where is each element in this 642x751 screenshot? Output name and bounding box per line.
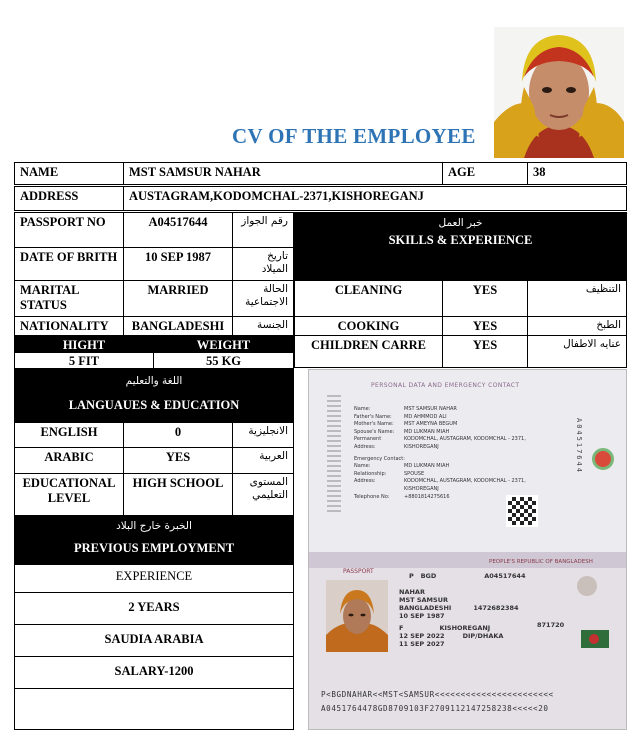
passport-field-row	[354, 414, 554, 422]
height-label: HIGHT	[14, 336, 154, 353]
field-label: Permanent Address:	[354, 436, 382, 450]
lang-label-2: EDUCATIONAL LEVEL	[14, 473, 124, 516]
qr-code	[506, 495, 538, 527]
marital-value: MARRIED	[123, 280, 233, 317]
field-value: MST SAMSUR NAHAR	[404, 406, 457, 412]
lang-arabic-2: المستوى التعليمي	[232, 473, 294, 516]
field-label: Mother's Name:	[354, 421, 394, 428]
bio-dob: 10 SEP 1987	[399, 612, 445, 620]
bio-hologram-icon	[577, 576, 597, 596]
passport-value: A04517644	[123, 212, 233, 248]
bio-expiry: 11 SEP 2027	[399, 640, 445, 648]
name-value: MST SAMSUR NAHAR	[123, 162, 443, 185]
employee-photo	[494, 27, 624, 158]
employment-header	[14, 515, 294, 565]
side-number: A04517644	[575, 418, 583, 474]
employment-header-title: PREVIOUS EMPLOYMENT	[73, 540, 235, 555]
field-label: Spouse's Name:	[354, 428, 395, 435]
languages-header-arabic: اللغة والتعليم	[125, 375, 183, 387]
passport-dots	[327, 395, 341, 515]
bio-authority: DIP/DHAKA	[462, 632, 504, 640]
passport-field-row	[354, 436, 554, 451]
passport-field-row	[354, 471, 554, 479]
passport-side-number	[571, 418, 583, 508]
skill-arabic-2: عنايه الاطفال	[527, 335, 627, 368]
field-label: Father's Name:	[354, 413, 392, 420]
bio-given: MST SAMSUR	[399, 596, 448, 604]
skill-value-1: YES	[442, 316, 528, 336]
emergency-title: Emergency Contact:	[354, 455, 405, 462]
field-value: MD LUKMAN MIAH	[404, 463, 450, 470]
field-value: SPOUSE	[404, 470, 425, 477]
bio-sex: F	[399, 624, 404, 632]
passport-arabic: رقم الجواز	[232, 212, 294, 248]
mrz-line-2: A0451764478GD8709103F2709112147258238<<<<<20	[321, 704, 549, 713]
field-label: Relationship:	[354, 470, 387, 477]
field-value: KODOMCHAL, AUSTAGRAM, KODOMCHAL - 2371, KISHOREGANJ	[404, 436, 526, 450]
passport-photo	[326, 580, 388, 652]
employment-header-arabic: الخبرة خارج البلاد	[116, 520, 192, 532]
skills-header-arabic: خبر العمل	[438, 217, 483, 229]
flag-icon	[581, 630, 609, 648]
nationality-arabic: الجنسة	[232, 316, 294, 336]
field-value: +8801814275616	[404, 493, 450, 500]
mrz-line-1: P<BGDNAHAR<<MST<SAMSUR<<<<<<<<<<<<<<<<<<<<<<<	[321, 690, 554, 699]
field-label: Name:	[354, 406, 371, 412]
passport-field-row	[354, 429, 554, 437]
passport-data-page	[309, 370, 627, 552]
bio-nationality: BANGLADESHI	[399, 604, 452, 612]
skill-arabic-0: التنظيف	[527, 280, 627, 317]
passport-field-row	[354, 478, 554, 493]
nationality-label: NATIONALITY	[14, 316, 124, 336]
emblem-icon	[592, 448, 614, 470]
experience-years: 2 YEARS	[14, 592, 294, 625]
age-value: 38	[527, 162, 627, 185]
dob-label: DATE OF BRITH	[14, 247, 124, 281]
marital-arabic: الحالة الاجتماعية	[232, 280, 294, 317]
field-label: Telephone No:	[354, 493, 390, 500]
field-value: MD LUKMAN MIAH	[404, 428, 450, 435]
field-value: MST AMEYNA BEGUM	[404, 421, 458, 428]
skill-label-2: CHILDREN CARRE	[294, 335, 443, 368]
passport-word: PASSPORT	[343, 568, 374, 575]
passport-label: PASSPORT NO	[14, 212, 124, 248]
skill-label-0: CLEANING	[294, 280, 443, 317]
field-value: KODOMCHAL, AUSTAGRAM, KODOMCHAL - 2371, KISHOREGANJ	[404, 478, 526, 492]
nationality-value: BANGLADESHI	[123, 316, 233, 336]
empty-row	[14, 688, 294, 730]
marital-label: MARITAL STATUS	[14, 280, 124, 317]
skills-header	[294, 212, 627, 280]
country-header: PEOPLE'S REPUBLIC OF BANGLADESH	[489, 559, 593, 565]
experience-label: EXPERIENCE	[14, 564, 294, 593]
dob-value: 10 SEP 1987	[123, 247, 233, 281]
passport-personal-title: PERSONAL DATA AND EMERGENCY CONTACT	[371, 382, 520, 389]
bio-pin: 871720	[537, 621, 565, 629]
skill-arabic-1: الطبخ	[527, 316, 627, 336]
lang-value-2: HIGH SCHOOL	[123, 473, 233, 516]
name-label: NAME	[14, 162, 124, 185]
weight-value: 55 KG	[153, 352, 294, 369]
height-value: 5 FIT	[14, 352, 154, 369]
bio-birthplace: KISHOREGANJ	[439, 624, 491, 632]
bio-surname: NAHAR	[399, 588, 425, 596]
lang-value-1: YES	[123, 447, 233, 474]
dob-arabic: تاريخ الميلاد	[232, 247, 294, 281]
lang-label-0: ENGLISH	[14, 422, 124, 448]
address-label: ADDRESS	[14, 186, 124, 211]
passport-scan	[308, 369, 627, 730]
skill-value-2: YES	[442, 335, 528, 368]
address-value: AUSTAGRAM,KODOMCHAL-2371,KISHOREGANJ	[123, 186, 627, 211]
skill-value-0: YES	[442, 280, 528, 317]
bio-number: A04517644	[484, 572, 526, 580]
lang-value-0: 0	[123, 422, 233, 448]
bio-issue: 12 SEP 2022	[399, 632, 445, 640]
field-label: Name:	[354, 463, 371, 470]
lang-label-1: ARABIC	[14, 447, 124, 474]
field-label: Address:	[354, 478, 376, 485]
experience-country: SAUDIA ARABIA	[14, 624, 294, 657]
passport-field-row	[354, 406, 554, 414]
lang-arabic-0: الانجليزية	[232, 422, 294, 448]
languages-header	[14, 369, 294, 423]
passport-field-row	[354, 463, 554, 471]
lang-arabic-1: العربية	[232, 447, 294, 474]
experience-salary: SALARY-1200	[14, 656, 294, 689]
bio-personal-no: 1472682384	[473, 604, 519, 612]
bio-type: P	[409, 572, 414, 580]
weight-label: WEIGHT	[153, 336, 294, 353]
passport-fields	[354, 406, 554, 501]
bio-code: BGD	[420, 572, 437, 580]
passport-field-row	[354, 421, 554, 429]
field-value: MD AHMMOD ALI	[404, 413, 447, 420]
languages-header-title: LANGUAUES & EDUCATION	[68, 397, 240, 412]
page-title: CV OF THE EMPLOYEE	[232, 124, 476, 148]
skills-header-title: SKILLS & EXPERIENCE	[388, 232, 533, 247]
age-label: AGE	[442, 162, 528, 185]
passport-bio-page	[309, 552, 627, 730]
skill-label-1: COOKING	[294, 316, 443, 336]
